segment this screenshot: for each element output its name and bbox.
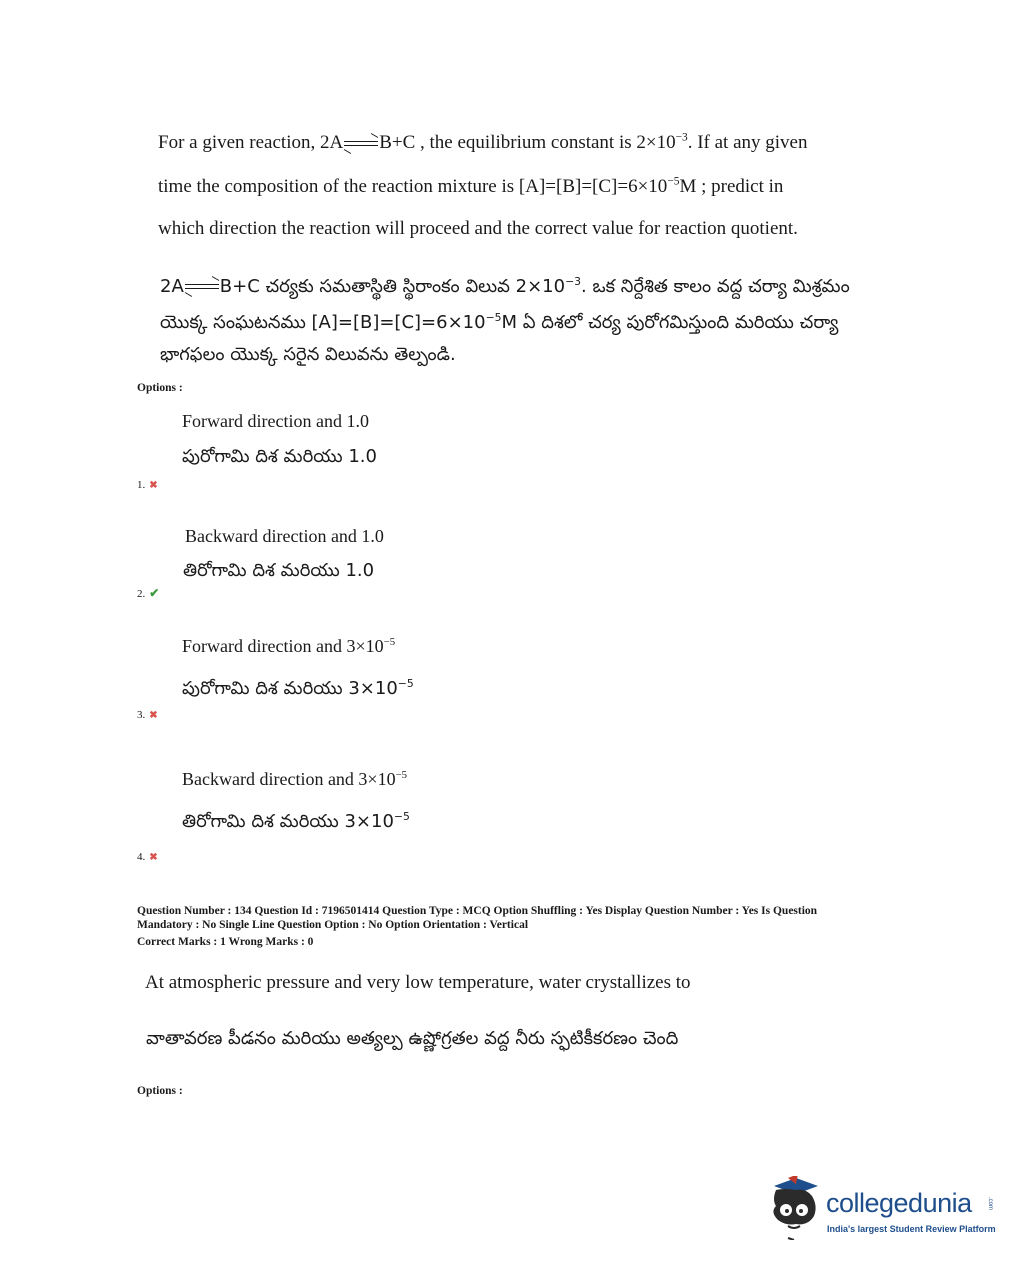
exponent: −5: [393, 810, 410, 823]
text: . If at any given: [687, 132, 808, 153]
exponent: −5: [485, 311, 502, 324]
question-133-telugu-line-3: భాగఫలం యొక్క సరైన విలువను తెల్పండి.: [160, 344, 456, 365]
brand-name: collegedunia: [826, 1188, 972, 1218]
brand-tagline: India's largest Student Review Platform: [827, 1224, 996, 1234]
question-133-line-1: [158, 132, 807, 155]
option-2-telugu[interactable]: తిరోగామి దిశ మరియు 1.0: [183, 560, 375, 581]
wrong-mark-icon: ✖: [149, 479, 158, 491]
question-133-telugu-line-1: [160, 276, 850, 298]
option-4-telugu[interactable]: [182, 811, 410, 833]
text: M ; predict in: [679, 176, 784, 197]
equilibrium-arrow-icon: [185, 282, 219, 292]
option-2-number: [137, 586, 159, 601]
text: . ఒక నిర్దేశిత కాలం వద్ద చర్యా మిశ్రమం: [581, 276, 850, 297]
option-number: 3.: [137, 709, 146, 721]
text: Forward direction and 3×10: [182, 636, 384, 656]
wrong-mark-icon: ✖: [149, 851, 158, 863]
text: యొక్క సంఘటనము [A]=[B]=[C]=6×10: [160, 312, 486, 333]
exponent: −5: [383, 636, 396, 648]
exponent: −5: [667, 175, 680, 188]
option-number: 4.: [137, 851, 146, 863]
options-heading: Options :: [137, 382, 183, 394]
exponent: −5: [397, 677, 414, 690]
text: For a given reaction, 2A: [158, 132, 344, 153]
equilibrium-arrow-icon: [344, 139, 378, 149]
option-3-number: [137, 709, 158, 721]
wrong-mark-icon: ✖: [149, 709, 158, 721]
option-3-telugu[interactable]: [182, 678, 414, 700]
exponent: −3: [675, 131, 688, 144]
question-134-telugu: వాతావరణ పీడనం మరియు అత్యల్ప ఉష్ణోగ్రతల వద్ద నీరు స్ఫటికీకరణం చెంది: [146, 1028, 679, 1049]
options-heading-134: Options :: [137, 1085, 183, 1097]
text: B+C చర్యకు సమతాస్థితి స్థిరాంకం విలువ 2×10: [219, 276, 566, 297]
question-134-meta-line-3: Correct Marks : 1 Wrong Marks : 0: [137, 936, 314, 948]
correct-check-icon: ✔: [149, 586, 160, 600]
option-1-number: [137, 479, 158, 491]
option-number: 2.: [137, 587, 146, 600]
brand-suffix: .com: [987, 1197, 993, 1211]
option-4-english[interactable]: [182, 769, 407, 790]
mascot-icon: [766, 1176, 824, 1240]
option-1-english[interactable]: Forward direction and 1.0: [182, 411, 369, 431]
option-4-number: [137, 851, 158, 863]
question-133-telugu-line-2: [160, 312, 838, 334]
question-134-meta-line-2: Mandatory : No Single Line Question Option : No Option Orientation : Vertical: [137, 919, 529, 931]
text: B+C , the equilibrium constant is 2×10: [379, 132, 676, 153]
text: time the composition of the reaction mixture is [A]=[B]=[C]=6×10: [158, 176, 668, 197]
text: M ఏ దిశలో చర్య పురోగమిస్తుంది మరియు చర్యా: [501, 312, 839, 333]
option-2-english[interactable]: Backward direction and 1.0: [185, 526, 384, 546]
question-134-english: At atmospheric pressure and very low temperature, water crystallizes to: [145, 972, 691, 993]
text: Backward direction and 3×10: [182, 769, 396, 789]
exponent: −3: [565, 275, 581, 288]
text: తిరోగామి దిశ మరియు 3×10: [182, 811, 394, 832]
option-1-telugu[interactable]: పురోగామి దిశ మరియు 1.0: [182, 446, 377, 467]
collegedunia-logo[interactable]: [766, 1180, 996, 1240]
question-134-meta-line-1: Question Number : 134 Question Id : 7196501414 Question Type : MCQ Option Shuffling : Yes Display Question Number : Yes Is Question: [137, 905, 818, 917]
exponent: −5: [395, 769, 408, 781]
question-133-line-3: which direction the reaction will proceed and the correct value for reaction quotient.: [158, 218, 798, 239]
text: 2A: [160, 276, 184, 297]
text: పురోగామి దిశ మరియు 3×10: [182, 678, 398, 699]
question-133-line-2: [158, 176, 783, 199]
option-number: 1.: [137, 479, 146, 491]
option-3-english[interactable]: [182, 636, 395, 657]
